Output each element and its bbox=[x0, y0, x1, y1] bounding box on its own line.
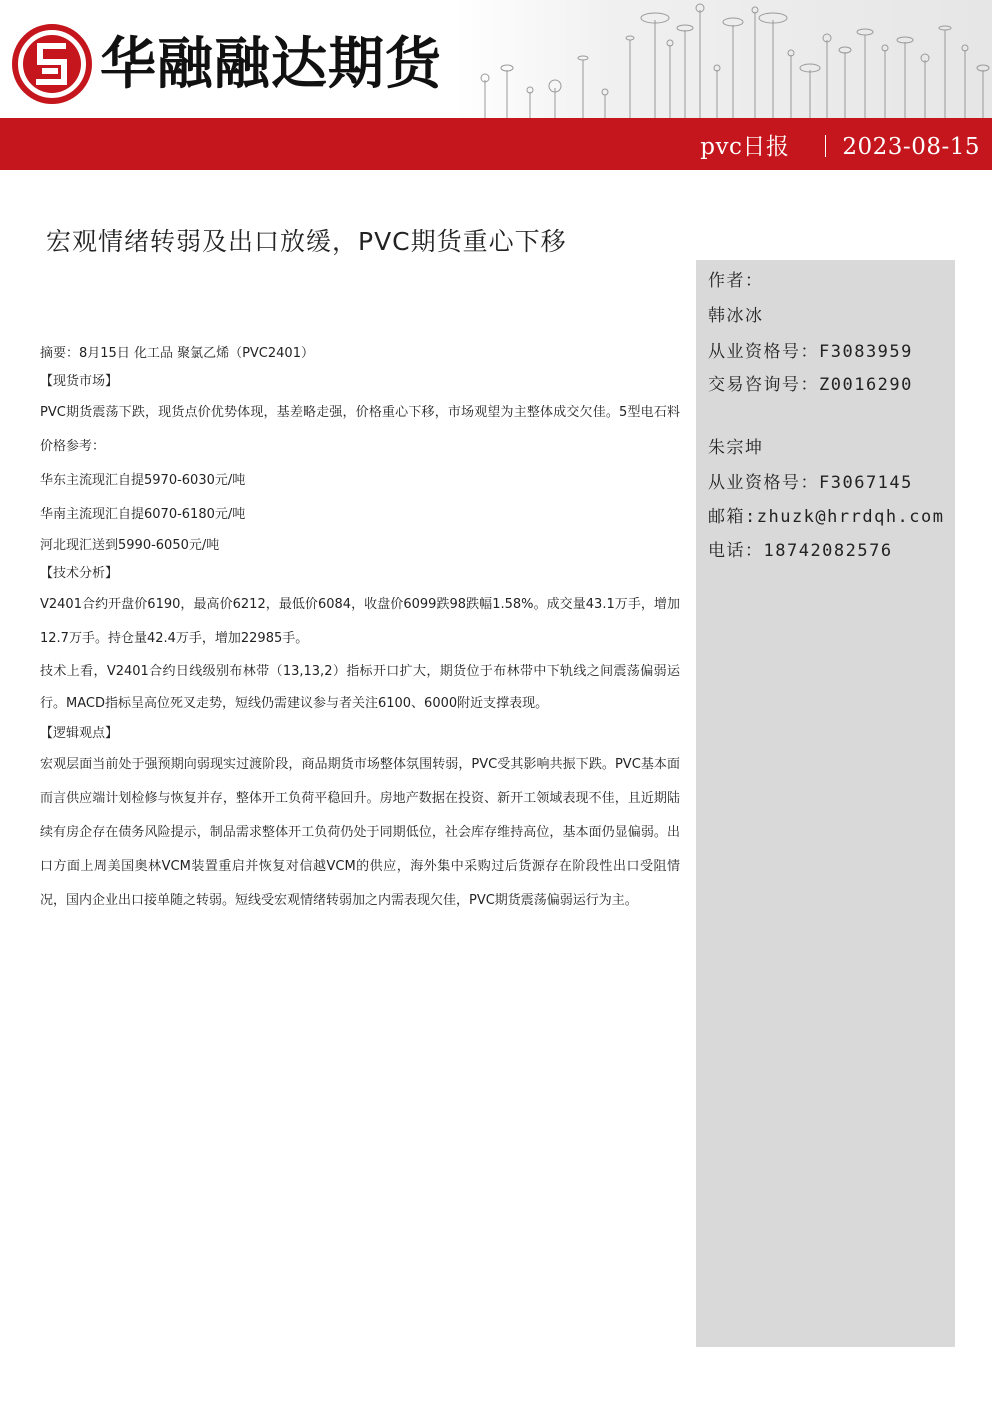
technical-paragraph-1: V2401合约开盘价6190，最高价6212，最低价6084，收盘价6099跌98跌幅1.58%。成交量43.1万手，增加12.7万手。持仓量42.4万手，增加22985手。 bbox=[40, 597, 680, 646]
spot-price-south: 华南主流现汇自提6070-6180元/吨 bbox=[40, 507, 246, 522]
brand-name: 华融融达期货 bbox=[100, 32, 442, 97]
author-label: 作者： bbox=[708, 271, 764, 291]
spot-price-east: 华东主流现汇自提5970-6030元/吨 bbox=[40, 473, 246, 488]
author2-email: 邮箱:zhuzk@hrrdqh.com bbox=[708, 507, 945, 527]
report-date: 2023-08-15 bbox=[842, 134, 980, 160]
spot-paragraph: PVC期货震荡下跌，现货点价优势体现，基差略走强，价格重心下移，市场观望为主整体成交欠佳。5型电石料价格参考： bbox=[40, 405, 680, 454]
author2-qualification: 从业资格号：F3067145 bbox=[708, 473, 913, 493]
technical-paragraph-2: 技术上看，V2401合约日线级别布林带（13,13,2）指标开口扩大，期货位于布林带中下轨线之间震荡偏弱运行。MACD指标呈高位死叉走势，短线仍需建议参与者关注6100、6000附近支撑表现。 bbox=[40, 664, 680, 711]
banner-divider bbox=[825, 135, 826, 157]
report-body bbox=[40, 340, 680, 918]
author2-name: 朱宗坤 bbox=[708, 438, 764, 458]
technical-analysis-heading: 【技术分析】 bbox=[40, 566, 119, 581]
decorative-pattern bbox=[455, 0, 992, 118]
header bbox=[0, 0, 992, 170]
author1-consult-number: 交易咨询号：Z0016290 bbox=[708, 375, 913, 395]
spot-market-heading: 【现货市场】 bbox=[40, 374, 119, 389]
header-banner bbox=[0, 118, 992, 170]
banner-text bbox=[700, 128, 980, 161]
author1-qualification: 从业资格号：F3083959 bbox=[708, 342, 913, 362]
author2-phone: 电话：18742082576 bbox=[708, 541, 893, 561]
report-type: pvc日报 bbox=[700, 134, 790, 160]
logic-view-heading: 【逻辑观点】 bbox=[40, 726, 119, 741]
author1-name: 韩冰冰 bbox=[708, 306, 764, 326]
company-logo-icon bbox=[12, 24, 92, 104]
logic-paragraph: 宏观层面当前处于强预期向弱现实过渡阶段，商品期货市场整体氛围转弱，PVC受其影响共振下跌。PVC基本面而言供应端计划检修与恢复并存，整体开工负荷平稳回升。房地产数据在投资、新开工领域表现不佳，且近期陆续有房企存在债务风险提示，制品需求整体开工负荷仍处于同期低位，社会库存维持高位，基本面仍显偏弱。出口方面上周美国奥林VCM装置重启并恢复对信越VCM的供应，海外集中采购过后货源存在阶段性出口受阻情况，国内企业出口接单随之转弱。短线受宏观情绪转弱加之内需表现欠佳，PVC期货震荡偏弱运行为主。 bbox=[40, 757, 680, 908]
summary-line: 摘要：8月15日 化工品 聚氯乙烯（PVC2401） bbox=[40, 346, 314, 361]
author-sidebar bbox=[696, 260, 955, 1347]
report-title: 宏观情绪转弱及出口放缓，PVC期货重心下移 bbox=[46, 227, 567, 256]
spot-price-hebei: 河北现汇送到5990-6050元/吨 bbox=[40, 538, 220, 553]
